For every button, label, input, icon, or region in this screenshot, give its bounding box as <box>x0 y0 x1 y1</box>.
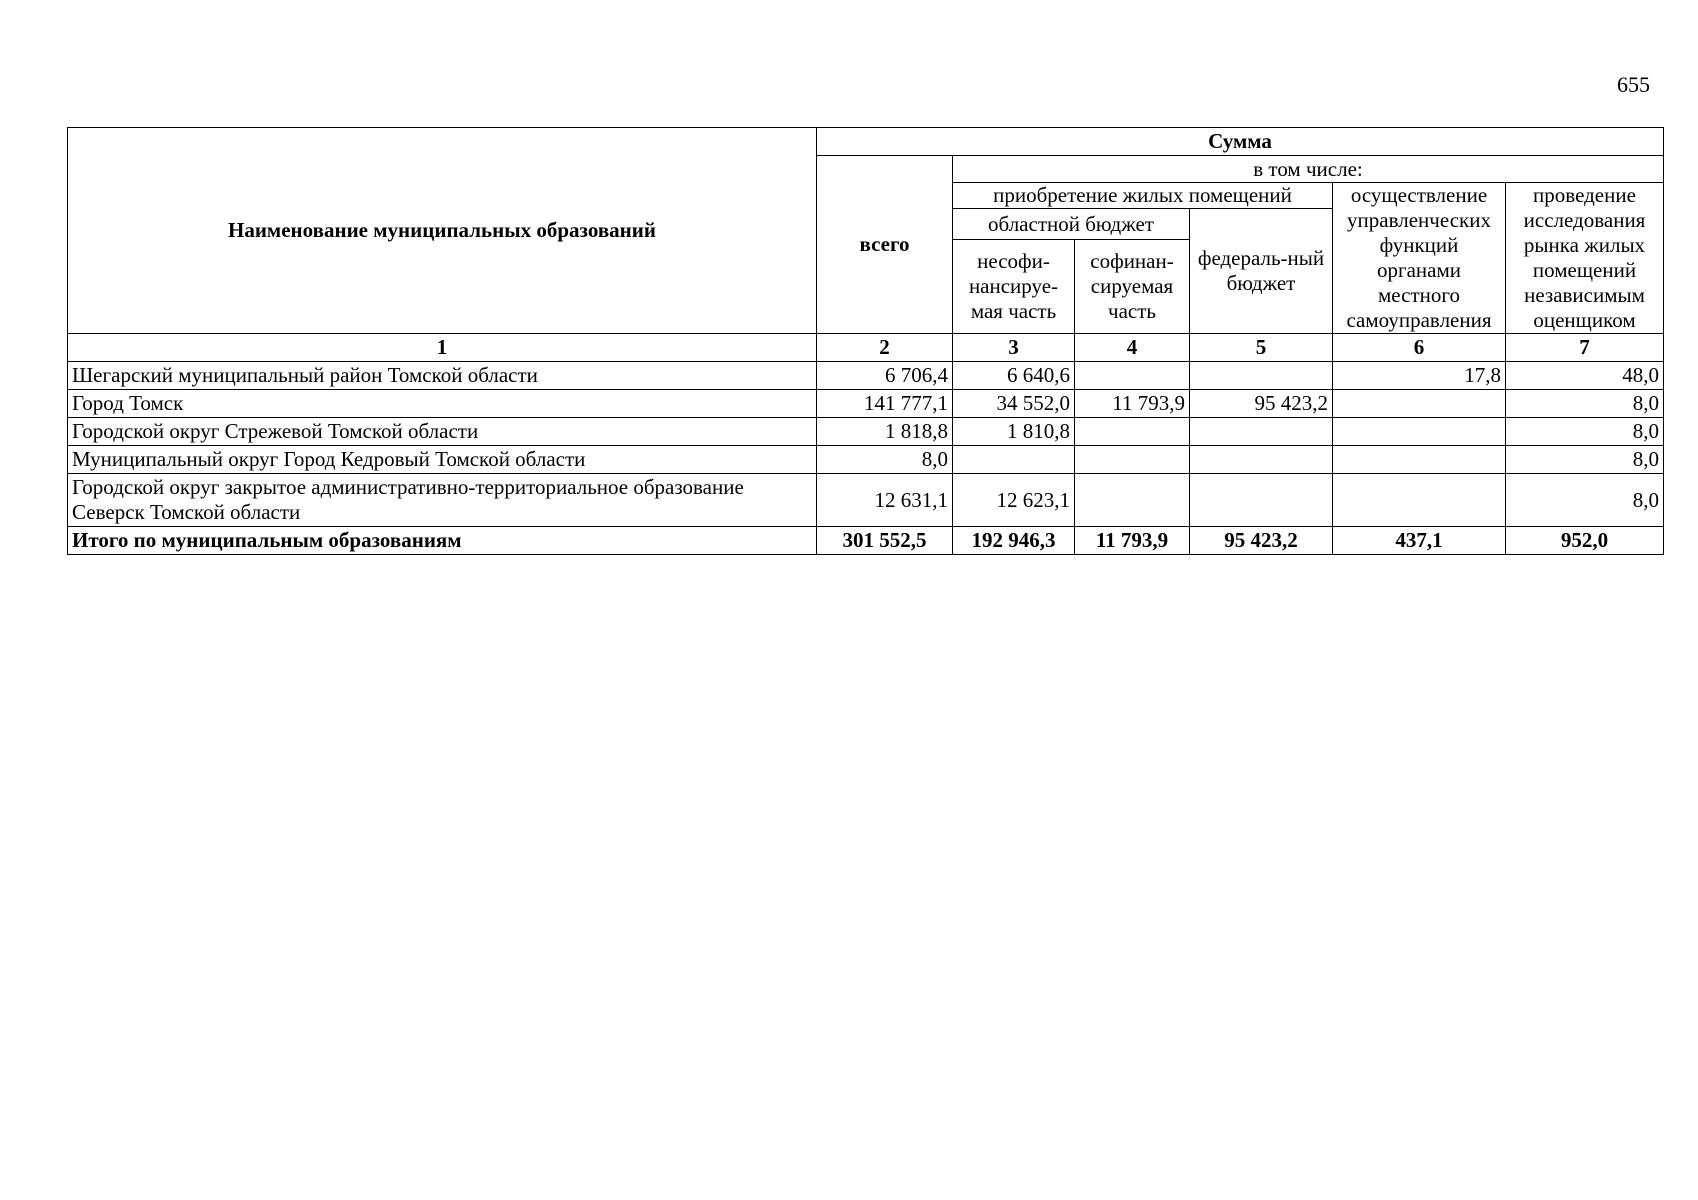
cell-co: 11 793,9 <box>1075 390 1190 418</box>
cell-mgmt <box>1333 418 1506 446</box>
table-row <box>68 474 1664 527</box>
cell-total: 6 706,4 <box>817 362 953 390</box>
column-number: 3 <box>953 334 1075 362</box>
header-research: проведение исследования рынка жилых помещений независимым оценщиком <box>1506 183 1664 334</box>
header-sum: Сумма <box>817 128 1664 156</box>
cell-research: 8,0 <box>1506 446 1664 474</box>
header-including: в том числе: <box>953 156 1664 183</box>
column-number: 2 <box>817 334 953 362</box>
header-nonco: несофи-нансируе-мая часть <box>953 240 1075 334</box>
cell-co <box>1075 362 1190 390</box>
table-row <box>68 362 1664 390</box>
table-header <box>68 128 1664 362</box>
cell-federal <box>1190 362 1333 390</box>
cell-mgmt <box>1333 390 1506 418</box>
totals-label: Итого по муниципальным образованиям <box>68 527 817 555</box>
cell-research: 8,0 <box>1506 474 1664 527</box>
header-regional: областной бюджет <box>953 209 1190 240</box>
cell-mgmt: 17,8 <box>1333 362 1506 390</box>
cell-federal <box>1190 474 1333 527</box>
cell-nonco: 12 623,1 <box>953 474 1075 527</box>
cell-nonco: 34 552,0 <box>953 390 1075 418</box>
header-total: всего <box>817 156 953 334</box>
cell-total: 1 818,8 <box>817 418 953 446</box>
municipality-name: Городской округ Стрежевой Томской области <box>68 418 817 446</box>
header-federal: федераль-ный бюджет <box>1190 209 1333 334</box>
cell-mgmt <box>1333 446 1506 474</box>
cell-federal <box>1190 446 1333 474</box>
cell-total: 12 631,1 <box>817 474 953 527</box>
cell-co <box>1075 446 1190 474</box>
page-number: 655 <box>1617 72 1650 97</box>
table-body <box>68 362 1664 555</box>
municipality-name: Муниципальный округ Город Кедровый Томской области <box>68 446 817 474</box>
column-number-row <box>68 334 1664 362</box>
budget-table <box>67 127 1664 555</box>
municipality-name: Город Томск <box>68 390 817 418</box>
totals-row <box>68 527 1664 555</box>
table-row <box>68 390 1664 418</box>
table-row <box>68 418 1664 446</box>
column-number: 1 <box>68 334 817 362</box>
cell-mgmt <box>1333 474 1506 527</box>
municipality-name: Шегарский муниципальный район Томской области <box>68 362 817 390</box>
totals-mgmt: 437,1 <box>1333 527 1506 555</box>
cell-research: 8,0 <box>1506 390 1664 418</box>
table-row <box>68 446 1664 474</box>
header-co: софинан-сируемая часть <box>1075 240 1190 334</box>
totals-research: 952,0 <box>1506 527 1664 555</box>
totals-co: 11 793,9 <box>1075 527 1190 555</box>
cell-co <box>1075 418 1190 446</box>
cell-nonco: 1 810,8 <box>953 418 1075 446</box>
totals-nonco: 192 946,3 <box>953 527 1075 555</box>
column-number: 5 <box>1190 334 1333 362</box>
header-mgmt: осуществление управленческих функций органами местного самоуправления <box>1333 183 1506 334</box>
header-purchase: приобретение жилых помещений <box>953 183 1333 209</box>
column-number: 4 <box>1075 334 1190 362</box>
cell-nonco <box>953 446 1075 474</box>
totals-federal: 95 423,2 <box>1190 527 1333 555</box>
cell-nonco: 6 640,6 <box>953 362 1075 390</box>
column-number: 7 <box>1506 334 1664 362</box>
header-name-col: Наименование муниципальных образований <box>68 128 817 334</box>
cell-federal <box>1190 418 1333 446</box>
municipality-name: Городской округ закрытое административно-территориальное образование Северск Томской области <box>68 474 817 527</box>
cell-total: 8,0 <box>817 446 953 474</box>
cell-federal: 95 423,2 <box>1190 390 1333 418</box>
totals-total: 301 552,5 <box>817 527 953 555</box>
cell-total: 141 777,1 <box>817 390 953 418</box>
cell-research: 48,0 <box>1506 362 1664 390</box>
cell-co <box>1075 474 1190 527</box>
cell-research: 8,0 <box>1506 418 1664 446</box>
column-number: 6 <box>1333 334 1506 362</box>
